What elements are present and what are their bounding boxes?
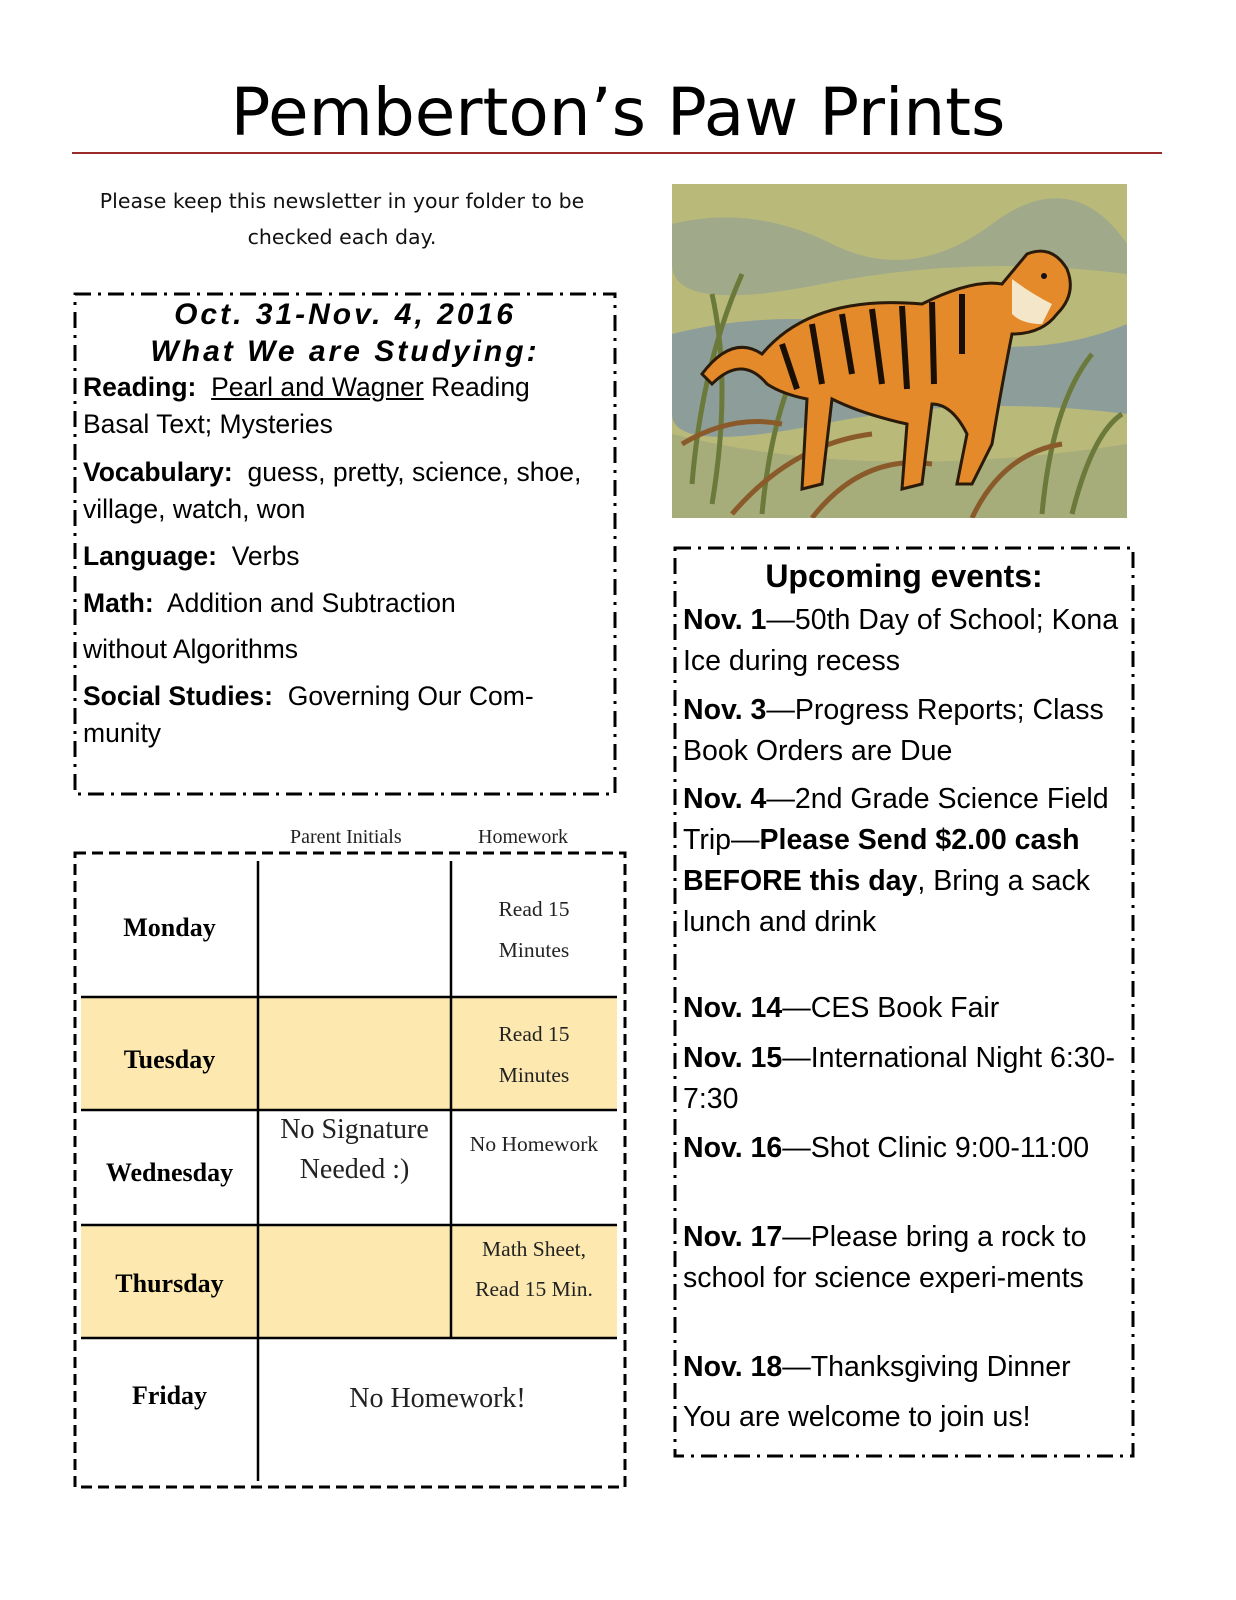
language-entry	[83, 538, 603, 575]
event-text: —CES Book Fair	[782, 992, 1000, 1024]
initials-wednesday-line2: Needed :)	[299, 1154, 410, 1185]
reading-text: Reading Basal Text; Mysteries	[83, 372, 530, 439]
homework-tuesday-line1: Read 15	[498, 1022, 570, 1046]
event-nov-16	[683, 1128, 1133, 1169]
event-date: Nov. 16	[683, 1132, 783, 1164]
event-date: Nov. 1	[683, 604, 767, 636]
homework-friday: No Homework!	[349, 1383, 526, 1414]
folder-note: Please keep this newsletter in your folder to be checked each day.	[99, 189, 585, 249]
homework-tuesday-line2: Minutes	[498, 1063, 570, 1087]
event-nov-4	[683, 779, 1133, 943]
event-nov-17	[683, 1217, 1133, 1299]
tiger-illustration	[672, 184, 1127, 518]
homework-table	[73, 851, 629, 1491]
day-monday: Monday	[123, 913, 216, 942]
event-text: —50th Day of School; Kona Ice during recess	[683, 604, 1119, 677]
day-wednesday: Wednesday	[105, 1158, 234, 1187]
social-studies-entry	[83, 678, 603, 752]
math-entry	[83, 585, 603, 622]
vocabulary-entry	[83, 454, 603, 528]
event-date: Nov. 17	[683, 1221, 783, 1253]
title-divider	[72, 152, 1162, 154]
col-header-parent-initials: Parent Initials	[290, 826, 402, 848]
language-label: Language:	[83, 541, 217, 571]
initials-wednesday-line1: No Signature	[280, 1114, 429, 1145]
event-date: Nov. 3	[683, 694, 767, 726]
studying-box	[73, 292, 617, 798]
study-dates: Oct. 31-Nov. 4, 2016	[174, 298, 516, 331]
newsletter-title: Pemberton’s Paw Prints	[230, 74, 1006, 151]
homework-monday-line2: Minutes	[498, 938, 570, 962]
event-text: —2nd Grade Science Field Trip—	[683, 783, 1109, 856]
homework-wednesday: No Homework	[469, 1132, 599, 1156]
events-box	[673, 546, 1135, 1488]
math-text-continued: without Algorithms	[83, 634, 299, 664]
social-studies-text: Governing Our Com-munity	[83, 681, 534, 748]
vocabulary-text: guess, pretty, science, shoe, village, watch, won	[83, 457, 582, 524]
event-closing: You are welcome to join us!	[683, 1401, 1031, 1433]
event-text: —Please bring a rock to school for science experi-ments	[683, 1221, 1087, 1294]
event-nov-3	[683, 690, 1133, 772]
event-nov-1	[683, 600, 1133, 682]
math-label: Math:	[83, 588, 154, 618]
language-text: Verbs	[231, 541, 300, 571]
event-date: Nov. 15	[683, 1042, 783, 1074]
social-studies-label: Social Studies:	[83, 681, 273, 711]
homework-thursday-line2: Read 15 Min.	[475, 1277, 593, 1301]
day-tuesday: Tuesday	[123, 1045, 216, 1074]
reading-entry	[83, 369, 603, 443]
reading-title: Pearl and Wagner	[211, 372, 424, 402]
homework-monday-line1: Read 15	[498, 897, 570, 921]
event-nov-15	[683, 1038, 1133, 1120]
event-nov-18	[683, 1347, 1133, 1388]
homework-thursday-line1: Math Sheet,	[482, 1237, 586, 1261]
event-text: —International Night 6:30-7:30	[683, 1042, 1115, 1115]
event-text: —Shot Clinic 9:00-11:00	[782, 1132, 1090, 1164]
event-text: —Thanksgiving Dinner	[782, 1351, 1071, 1383]
col-header-homework: Homework	[478, 826, 568, 848]
day-friday: Friday	[131, 1381, 208, 1410]
event-date: Nov. 4	[683, 783, 767, 815]
event-date: Nov. 18	[683, 1351, 783, 1383]
event-nov-14	[683, 988, 1133, 1029]
math-text: Addition and Subtraction	[166, 588, 456, 618]
reading-label: Reading:	[83, 372, 197, 402]
event-text: —Progress Reports; Class Book Orders are Due	[683, 694, 1104, 767]
event-text: , Bring a sack lunch and drink	[683, 865, 1091, 938]
events-title: Upcoming events:	[765, 558, 1043, 594]
event-date: Nov. 14	[683, 992, 783, 1024]
study-heading: What We are Studying:	[150, 335, 540, 368]
event-bold-note: Please Send $2.00 cash BEFORE this day	[683, 824, 1080, 897]
vocabulary-label: Vocabulary:	[83, 457, 233, 487]
day-thursday: Thursday	[115, 1269, 224, 1298]
